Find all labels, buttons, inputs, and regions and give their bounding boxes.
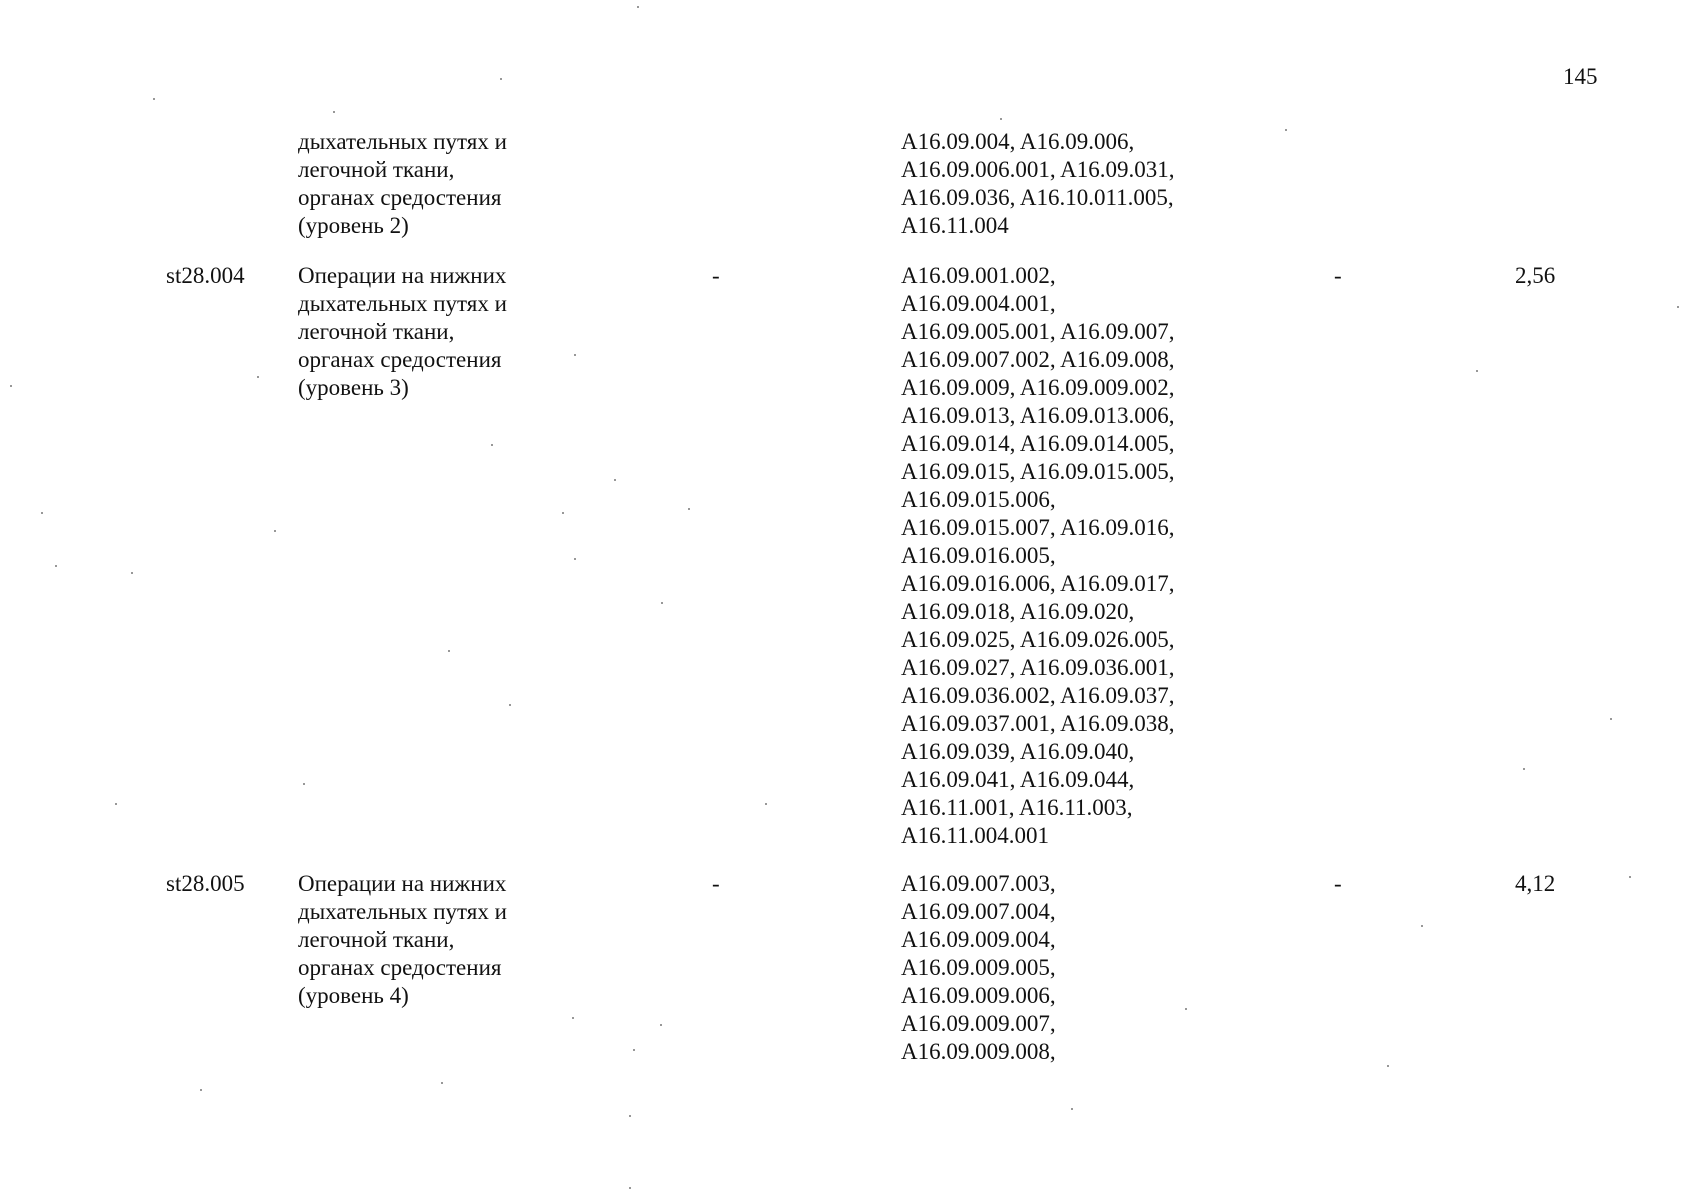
ksg-code: st28.004 [166,263,245,288]
scan-speck [574,558,576,560]
codes-line: A16.11.004 [901,213,1009,238]
page-number: 145 [1563,64,1598,89]
scan-speck [661,602,663,604]
codes-line: A16.09.009.007, [901,1011,1056,1036]
codes-line: A16.09.007.004, [901,899,1056,924]
ksg-code: st28.005 [166,871,245,896]
name-line: дыхательных путях и [298,899,507,924]
empty-cell-dash: - [712,871,720,896]
codes-line: A16.09.009.004, [901,927,1056,952]
scan-speck [765,803,767,805]
name-line: дыхательных путях и [298,129,507,154]
scan-speck [1000,118,1002,120]
scan-speck [41,512,43,514]
name-line: легочной ткани, [298,319,455,344]
codes-line: A16.09.006.001, A16.09.031, [901,157,1175,182]
scan-speck [637,6,639,8]
scan-speck [131,572,133,574]
codes-line: A16.09.009.006, [901,983,1056,1008]
codes-line: A16.09.036, A16.10.011.005, [901,185,1174,210]
empty-cell-dash: - [1334,871,1342,896]
codes-line: A16.09.005.001, A16.09.007, [901,319,1175,344]
scan-speck [572,1017,574,1019]
scan-speck [1071,1108,1073,1110]
codes-line: A16.09.018, A16.09.020, [901,599,1135,624]
scan-speck [257,376,259,378]
codes-line: A16.09.007.002, A16.09.008, [901,347,1175,372]
operation-group-name [298,870,507,1010]
scan-speck [274,530,276,532]
operation-codes [901,128,1174,240]
codes-line: A16.09.037.001, A16.09.038, [901,711,1175,736]
scan-speck [115,803,117,805]
scan-speck [1285,129,1287,131]
codes-line: A16.09.041, A16.09.044, [901,767,1135,792]
scan-speck [448,650,450,652]
codes-line: A16.09.013, A16.09.013.006, [901,403,1175,428]
codes-line: A16.09.007.003, [901,871,1056,896]
scan-speck [688,508,690,510]
codes-line: A16.09.004.001, [901,291,1056,316]
scan-speck [303,783,305,785]
name-line: дыхательных путях и [298,291,507,316]
scan-speck [1185,1008,1187,1010]
name-line: органах средостения [298,955,502,980]
scan-speck [1476,370,1478,372]
operation-codes [901,870,1056,1066]
scan-speck [509,704,511,706]
codes-line: A16.09.009, A16.09.009.002, [901,375,1175,400]
name-line: (уровень 3) [298,375,409,400]
codes-line: A16.09.009.008, [901,1039,1056,1064]
codes-line: A16.11.001, A16.11.003, [901,795,1133,820]
codes-line: A16.09.015.007, A16.09.016, [901,515,1175,540]
name-line: Операции на нижних [298,871,507,896]
scan-speck [153,98,155,100]
scan-speck [333,111,335,113]
name-line: легочной ткани, [298,927,455,952]
cost-coefficient: 4,12 [1515,871,1556,896]
scan-speck [55,565,57,567]
codes-line: A16.09.004, A16.09.006, [901,129,1135,154]
scan-speck [633,1049,635,1051]
operation-group-name [298,262,507,402]
codes-line: A16.09.015.006, [901,487,1056,512]
codes-line: A16.09.009.005, [901,955,1056,980]
scan-speck [491,444,493,446]
codes-line: A16.09.016.006, A16.09.017, [901,571,1175,596]
operation-group-name [298,128,507,240]
scan-speck [562,512,564,514]
scan-speck [614,479,616,481]
codes-line: A16.09.014, A16.09.014.005, [901,431,1175,456]
scan-speck [1523,768,1525,770]
codes-line: A16.09.001.002, [901,263,1056,288]
codes-line: A16.09.039, A16.09.040, [901,739,1135,764]
scan-speck [660,1024,662,1026]
name-line: (уровень 2) [298,213,409,238]
codes-line: A16.09.025, A16.09.026.005, [901,627,1175,652]
empty-cell-dash: - [712,263,720,288]
codes-line: A16.09.036.002, A16.09.037, [901,683,1175,708]
scan-speck [1629,876,1631,878]
codes-line: A16.09.015, A16.09.015.005, [901,459,1175,484]
operation-codes [901,262,1174,850]
name-line: Операции на нижних [298,263,507,288]
scan-speck [1421,925,1423,927]
scan-speck [441,1082,443,1084]
empty-cell-dash: - [1334,263,1342,288]
name-line: легочной ткани, [298,157,455,182]
scan-speck [200,1089,202,1091]
scan-speck [1387,1065,1389,1067]
cost-coefficient: 2,56 [1515,263,1556,288]
scan-speck [629,1115,631,1117]
codes-line: A16.09.027, A16.09.036.001, [901,655,1175,680]
scan-speck [10,385,12,387]
name-line: органах средостения [298,185,502,210]
scan-speck [500,78,502,80]
scan-speck [629,1187,631,1189]
codes-line: A16.11.004.001 [901,823,1050,848]
name-line: органах средостения [298,347,502,372]
scan-speck [1610,718,1612,720]
codes-line: A16.09.016.005, [901,543,1056,568]
name-line: (уровень 4) [298,983,409,1008]
scan-speck [574,354,576,356]
scan-speck [1677,306,1679,308]
